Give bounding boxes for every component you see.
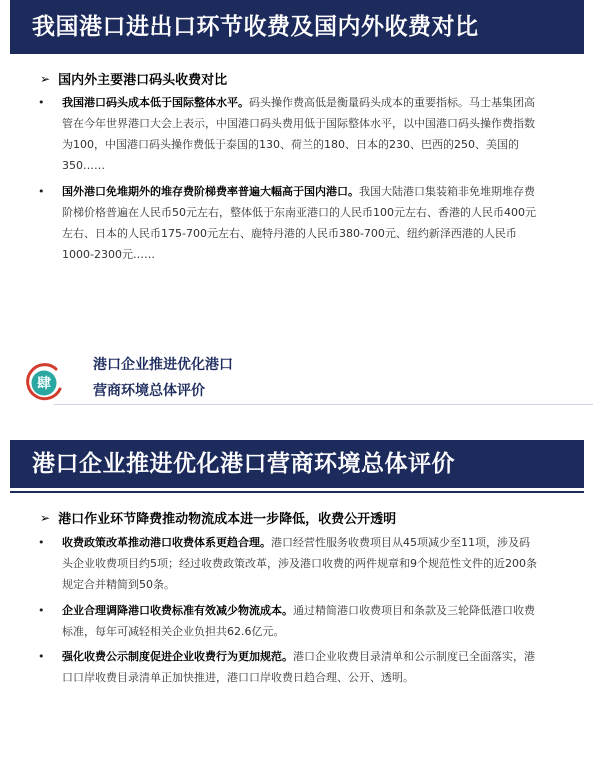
bullet-text: 码头操作费高低是衡量码头成本的重要指标。马士基集团高 bbox=[249, 96, 535, 109]
bullet-bold: 收费政策改革推动港口收费体系更趋合理。 bbox=[62, 536, 271, 549]
section-marker-divider bbox=[54, 404, 593, 405]
bullet-text: 规定合并精简到50条。 bbox=[62, 578, 175, 591]
section2-bullet-3 bbox=[38, 646, 562, 688]
bullet-dot-icon: • bbox=[38, 96, 45, 109]
bullet-text: 为100，中国港口码头操作费低于泰国的130、荷兰的180、日本的230、巴西的250、美国的 bbox=[62, 138, 519, 151]
bullet-text: 管在今年世界港口大会上表示，中国港口码头费用低于国际整体水平，以中国港口码头操作费指数 bbox=[62, 117, 535, 130]
section1-banner-title: 我国港口进出口环节收费及国内外收费对比 bbox=[32, 13, 479, 40]
section1-bullet-1 bbox=[38, 92, 562, 176]
bullet-dot-icon: • bbox=[38, 185, 45, 198]
section-number-icon bbox=[24, 363, 64, 403]
bullet-text: 我国大陆港口集装箱非免堆期堆存费 bbox=[359, 185, 535, 198]
bullet-text: 阶梯价格普遍在人民币50元左右，整体低于东南亚港口的人民币100元左右、香港的人民币400元 bbox=[62, 206, 536, 219]
bullet-text: 港口经营性服务收费项目从45项减少至11项，涉及码 bbox=[271, 536, 530, 549]
bullet-dot-icon: • bbox=[38, 536, 45, 549]
section2-banner-underline bbox=[10, 491, 584, 493]
arrow-bullet-icon: ➢ bbox=[40, 71, 51, 86]
bullet-bold: 我国港口码头成本低于国际整体水平。 bbox=[62, 96, 249, 109]
section-marker-title-2: 营商环境总体评价 bbox=[93, 383, 205, 399]
bullet-text: 港口企业收费目录清单和公示制度已全面落实，港 bbox=[293, 650, 535, 663]
section-marker-title-1: 港口企业推进优化港口 bbox=[93, 357, 233, 373]
section1-bullet-2 bbox=[38, 181, 562, 265]
section2-subheading bbox=[40, 508, 396, 527]
section2-banner-title: 港口企业推进优化港口营商环境总体评价 bbox=[32, 450, 455, 477]
section-number-char: 肆 bbox=[37, 376, 51, 392]
bullet-text: 350…… bbox=[62, 159, 105, 172]
bullet-text: 口口岸收费目录清单正加快推进，港口口岸收费日趋合理、公开、透明。 bbox=[62, 671, 414, 684]
section1-banner bbox=[10, 0, 584, 54]
bullet-bold: 强化收费公示制度促进企业收费行为更加规范。 bbox=[62, 650, 293, 663]
section2-bullet-1 bbox=[38, 532, 562, 595]
bullet-bold: 国外港口免堆期外的堆存费阶梯费率普遍大幅高于国内港口。 bbox=[62, 185, 359, 198]
section2-bullet-2 bbox=[38, 600, 562, 642]
bullet-text: 标准，每年可减轻相关企业负担共62.6亿元。 bbox=[62, 625, 285, 638]
bullet-text: 头企业收费项目约5项；经过收费政策改革，涉及港口收费的两件规章和9个规范性文件的近200条 bbox=[62, 557, 537, 570]
bullet-bold: 企业合理调降港口收费标准有效减少物流成本。 bbox=[62, 604, 293, 617]
bullet-text: 通过精简港口收费项目和条款及三轮降低港口收费 bbox=[293, 604, 535, 617]
section1-subheading bbox=[40, 69, 227, 88]
bullet-dot-icon: • bbox=[38, 604, 45, 617]
arrow-bullet-icon: ➢ bbox=[40, 510, 51, 525]
section2-subheading-text: 港口作业环节降费推动物流成本进一步降低，收费公开透明 bbox=[58, 512, 397, 527]
section2-banner bbox=[10, 440, 584, 488]
bullet-text: 1000-2300元…… bbox=[62, 248, 155, 261]
bullet-text: 左右、日本的人民币175-700元左右、鹿特丹港的人民币380-700元、纽约新泽西港的人民币 bbox=[62, 227, 517, 240]
bullet-dot-icon: • bbox=[38, 650, 45, 663]
section1-subheading-text: 国内外主要港口码头收费对比 bbox=[58, 73, 228, 88]
